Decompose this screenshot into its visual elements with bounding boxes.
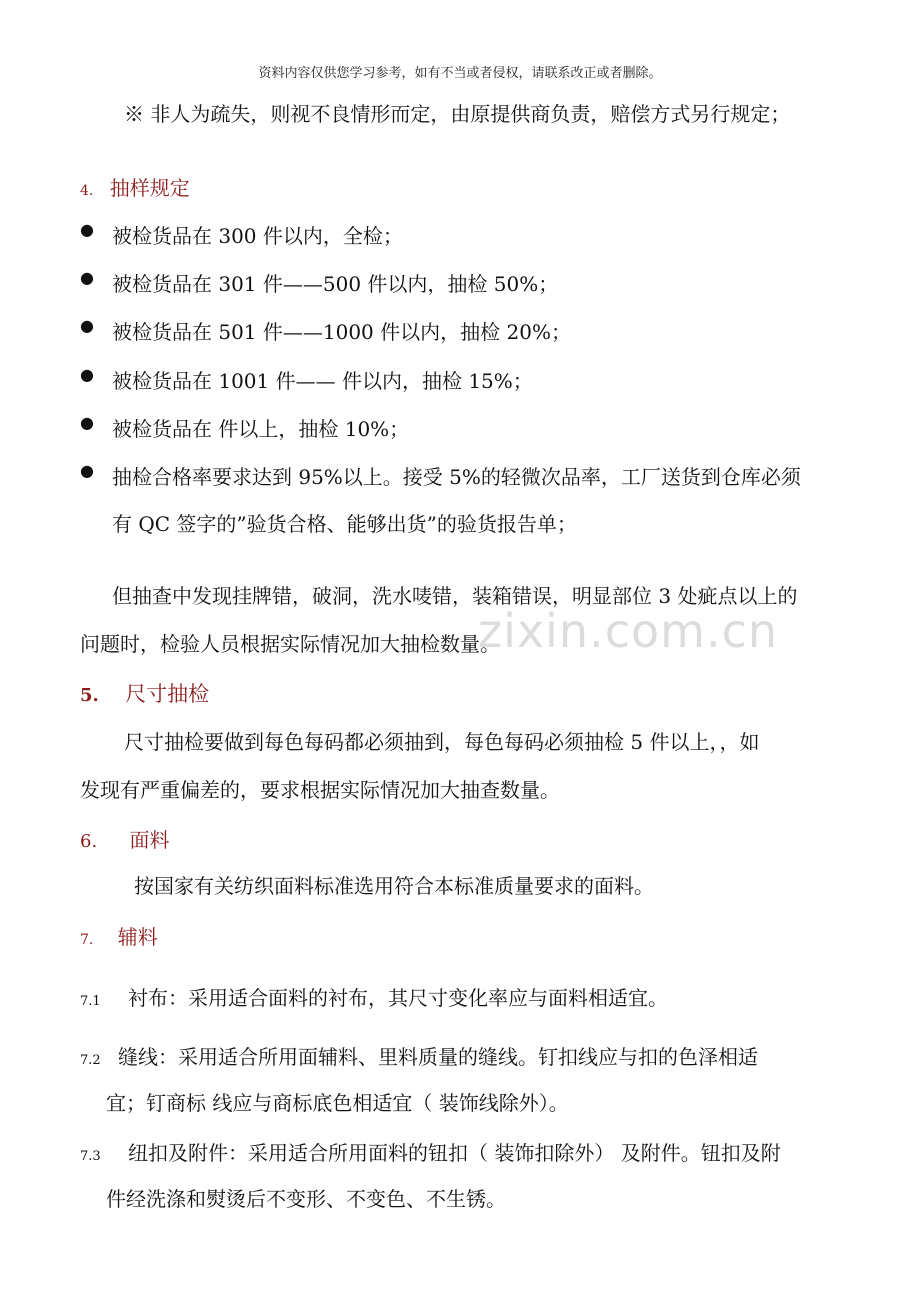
bullet-text: 被检货品在 301 件——500 件以内，抽检 50%； — [112, 272, 559, 296]
section-7-number: 7. — [80, 932, 94, 948]
subsection-text: 纽扣及附件：采用适合所用面料的钮扣（ 装饰扣除外） 及附件。钮扣及附 — [128, 1141, 781, 1165]
paragraph-line: 按国家有关纺织面料标准选用符合本标准质量要求的面料。 — [134, 874, 654, 898]
paragraph-line: 尺寸抽检要做到每色每码都必须抽到，每色每码必须抽检 5 件以上，，如 — [124, 730, 760, 754]
section-5-number: 5. — [80, 685, 99, 706]
bullet-icon: ● — [80, 268, 94, 287]
subsection-number: 7.1 — [80, 994, 101, 1009]
section-6-heading — [80, 824, 170, 853]
list-item — [0, 461, 920, 489]
section-4-heading — [80, 172, 190, 201]
section-4-title: 抽样规定 — [109, 176, 190, 200]
section-5-heading — [80, 678, 209, 708]
bullet-text: 被检货品在 300 件以内，全检； — [112, 224, 403, 248]
subsection-7-1 — [80, 982, 668, 1011]
paragraph-line: 发现有严重偏差的，要求根据实际情况加大抽查数量。 — [80, 778, 560, 802]
bullet-text: 被检货品在 件以上，抽检 10%； — [112, 417, 410, 441]
bullet-icon: ● — [80, 413, 94, 432]
bullet-text: 被检货品在 1001 件—— 件以内，抽检 15%； — [112, 369, 533, 393]
paragraph-line: 问题时，检验人员根据实际情况加大抽检数量。 — [80, 632, 500, 656]
section-7-title: 辅料 — [117, 925, 158, 949]
bullet-icon: ● — [80, 461, 94, 480]
subsection-text: 衬布：采用适合面料的衬布，其尺寸变化率应与面料相适宜。 — [128, 986, 668, 1010]
list-item — [0, 268, 920, 296]
section-5-title: 尺寸抽检 — [125, 682, 210, 706]
bullet-continuation: 有 QC 签字的”验货合格、能够出货”的验货报告单； — [112, 512, 577, 536]
bullet-text: 被检货品在 501 件——1000 件以内，抽检 20%； — [112, 320, 571, 344]
list-item — [0, 365, 920, 393]
subsection-7-3 — [80, 1137, 781, 1166]
bullet-icon: ● — [80, 220, 94, 239]
watermark: zixin.com.cn — [478, 604, 779, 658]
bullet-text: 抽检合格率要求达到 95%以上。接受 5%的轻微次品率，工厂送货到仓库必须 — [112, 465, 801, 489]
subsection-text-continuation: 件经洗涤和熨烫后不变形、不变色、不生锈。 — [106, 1187, 506, 1211]
section-4-number: 4. — [80, 183, 94, 199]
list-item — [0, 220, 920, 248]
section-6-number: 6. — [80, 831, 98, 852]
section-7-heading — [80, 921, 158, 950]
bullet-icon: ● — [80, 365, 94, 384]
paragraph-line: 但抽查中发现挂牌错，破洞，洗水唛错，装箱错误，明显部位 3 处疵点以上的 — [112, 584, 798, 608]
list-item — [0, 413, 920, 441]
subsection-7-2 — [80, 1041, 758, 1070]
subsection-number: 7.2 — [80, 1053, 101, 1068]
header-disclaimer: 资料内容仅供您学习参考，如有不当或者侵权，请联系改正或者删除。 — [258, 66, 662, 81]
bullet-icon: ● — [80, 316, 94, 335]
subsection-text-continuation: 宜；钉商标 线应与商标底色相适宜（ 装饰线除外）。 — [106, 1091, 569, 1115]
note-line: ※ 非人为疏失，则视不良情形而定，由原提供商负责，赔偿方式另行规定； — [124, 102, 791, 126]
section-6-title: 面料 — [129, 828, 170, 852]
subsection-text: 缝线：采用适合所用面辅料、里料质量的缝线。钉扣线应与扣的色泽相适 — [118, 1045, 758, 1069]
subsection-number: 7.3 — [80, 1149, 101, 1164]
list-item — [0, 316, 920, 344]
